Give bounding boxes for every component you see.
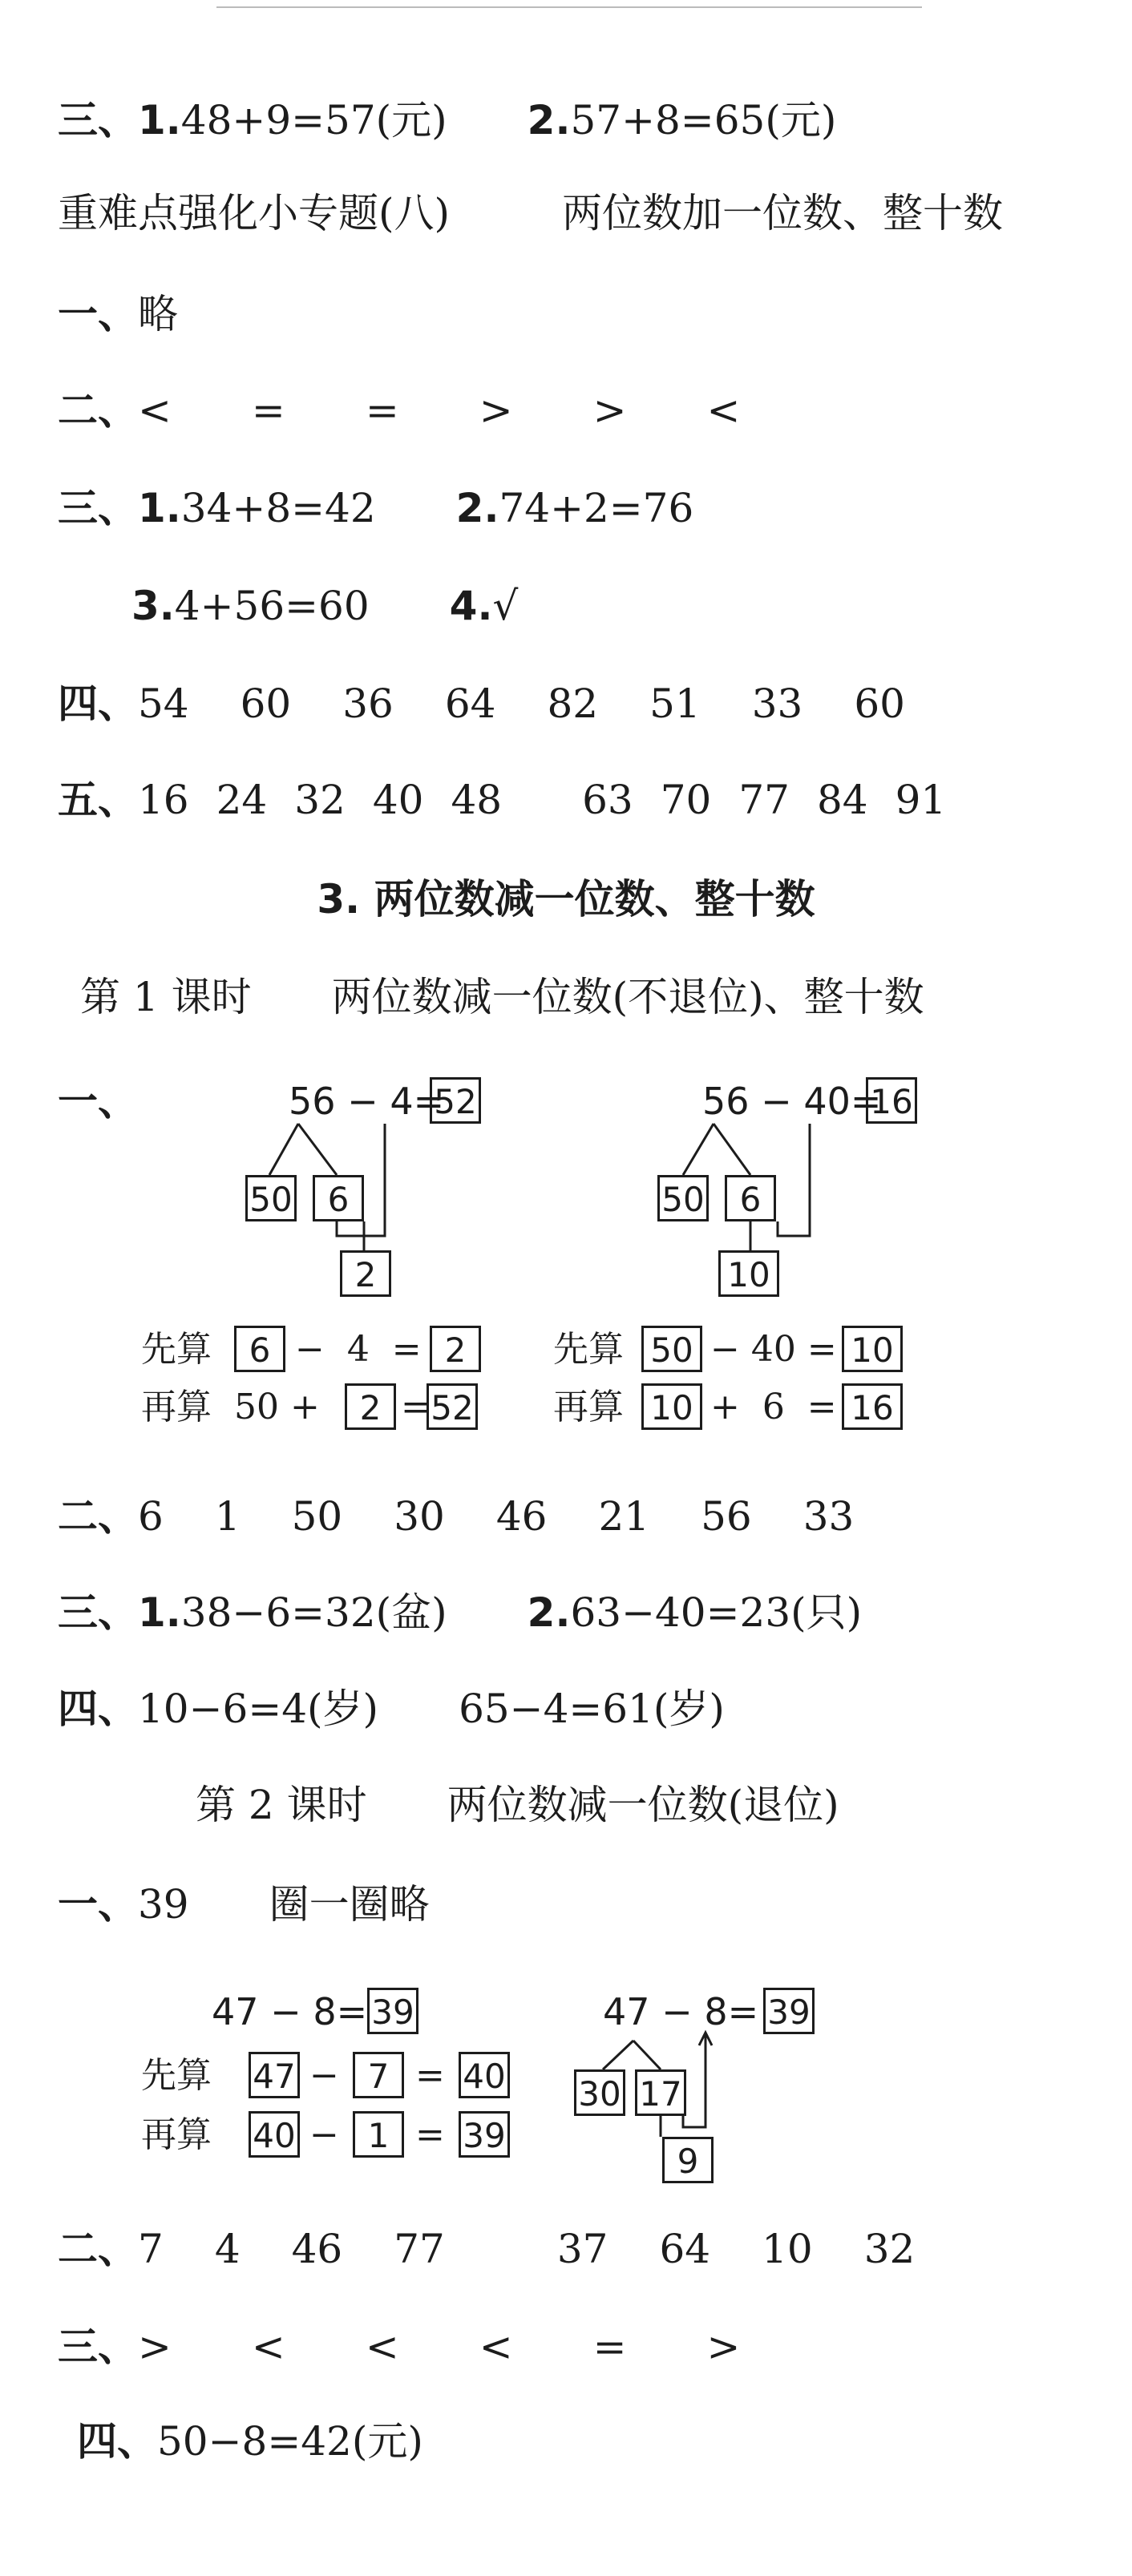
l2-left-step2-b: 1 bbox=[353, 2111, 404, 2158]
lesson2-q3: 三、> < < < = > bbox=[58, 2324, 741, 2370]
lesson2-title: 第 2 课时 两位数减一位数(退位) bbox=[196, 1782, 839, 1828]
l2-left-step2-op: − bbox=[309, 2114, 339, 2155]
q-prefix: 三、 bbox=[58, 97, 138, 143]
l2-right-part: 9 bbox=[662, 2137, 714, 2183]
lesson1-q3: 三、1.38−6=32(盆) 2.63−40=23(只) bbox=[58, 1589, 863, 1636]
l2-right-split-b: 17 bbox=[635, 2069, 686, 2116]
l1-right-step1-a: 50 bbox=[641, 1326, 702, 1372]
l1-left-step2-eq: = bbox=[401, 1387, 431, 1427]
l1-right-part: 10 bbox=[718, 1250, 779, 1297]
l1-left-step2-label: 再算 bbox=[141, 1387, 212, 1427]
lesson1-title: 第 1 课时 两位数减一位数(不退位)、整十数 bbox=[80, 974, 924, 1020]
l1-left-step1-label: 先算 bbox=[141, 1329, 212, 1370]
l1-left-split-b: 6 bbox=[313, 1175, 364, 1221]
l1-right-expr: 56 − 40= bbox=[702, 1080, 882, 1123]
l1-right-step2-a: 10 bbox=[641, 1383, 702, 1430]
special-topic-title: 重难点强化小专题(八) 两位数加一位数、整十数 bbox=[58, 190, 1004, 236]
l1-left-step1-a: 6 bbox=[234, 1326, 285, 1372]
l2-left-step2-a: 40 bbox=[249, 2111, 300, 2158]
l2-left-step1-a: 47 bbox=[249, 2052, 300, 2098]
l2-left-expr: 47 − 8= bbox=[212, 1990, 368, 2033]
lesson2-q4: 四、50−8=42(元) bbox=[77, 2418, 423, 2465]
l2-left-step2-r: 39 bbox=[459, 2111, 510, 2158]
unit3-title: 3. 两位数减一位数、整十数 bbox=[317, 876, 815, 923]
l1-left-step1-op: − 4 = bbox=[295, 1329, 422, 1370]
l1-right-step2-r: 16 bbox=[842, 1383, 903, 1430]
lesson1-q2: 二、6 1 50 30 46 21 56 33 bbox=[58, 1493, 855, 1540]
l1-right-arrow-line bbox=[778, 1124, 810, 1236]
lesson2-q2: 二、7 4 46 77 37 64 10 32 bbox=[58, 2226, 916, 2272]
l2-right-expr: 47 − 8= bbox=[603, 1990, 759, 2033]
l1-left-step2-a: 50 + bbox=[234, 1387, 320, 1427]
l1-right-step1-label: 先算 bbox=[553, 1329, 624, 1370]
l2-right-split-lines bbox=[603, 2041, 661, 2069]
l1-right-step2-op: + 6 = bbox=[710, 1387, 837, 1427]
special-q3-row1: 三、1.34+8=42 2.74+2=76 bbox=[58, 485, 694, 531]
l1-left-split-a: 50 bbox=[245, 1175, 297, 1221]
l1-right-step1-r: 10 bbox=[842, 1326, 903, 1372]
special-q4: 四、54 60 36 64 82 51 33 60 bbox=[58, 680, 905, 727]
lesson2-q1: 一、39 圈一圈略 bbox=[58, 1881, 430, 1928]
l2-left-step1-eq: = bbox=[415, 2055, 445, 2096]
l1-left-step2-r: 52 bbox=[427, 1383, 478, 1430]
l2-left-step2-label: 再算 bbox=[141, 2114, 212, 2155]
l1-left-part: 2 bbox=[340, 1250, 391, 1297]
l1-right-split-lines bbox=[683, 1124, 750, 1175]
l1-right-split-b: 6 bbox=[725, 1175, 776, 1221]
special-q1: 一、略 bbox=[58, 291, 178, 337]
l1-right-step2-label: 再算 bbox=[553, 1387, 624, 1427]
l1-left-arrow-line bbox=[337, 1124, 385, 1236]
l2-left-answer-box: 39 bbox=[367, 1988, 418, 2034]
l1-left-expr: 56 − 4= bbox=[289, 1080, 445, 1123]
l1-right-split-a: 50 bbox=[657, 1175, 709, 1221]
l1-left-split-lines bbox=[269, 1124, 337, 1175]
l2-right-split-a: 30 bbox=[574, 2069, 625, 2116]
l2-left-step1-label: 先算 bbox=[141, 2055, 212, 2096]
l1-left-answer-box: 52 bbox=[430, 1077, 481, 1124]
l2-right-answer-box: 39 bbox=[763, 1988, 815, 2034]
l2-left-step1-op: − bbox=[309, 2055, 339, 2096]
l1-left-step1-r: 2 bbox=[430, 1326, 481, 1372]
l2-right-arrow-line bbox=[683, 2033, 705, 2127]
special-q2: 二、< = = > > < bbox=[58, 387, 741, 434]
special-q3-row2: 3.4+56=60 4.√ bbox=[131, 583, 519, 629]
l1-right-answer-box: 16 bbox=[866, 1077, 917, 1124]
l1-left-step2-b: 2 bbox=[345, 1383, 396, 1430]
special-q5: 五、16 24 32 40 48 63 70 77 84 91 bbox=[58, 777, 947, 823]
lesson1-q4: 四、10−6=4(岁) 65−4=61(岁) bbox=[58, 1686, 725, 1732]
prev-answer-line: 三、1.48+9=57(元) 2.57+8=65(元) bbox=[58, 97, 837, 143]
lesson1-q1-prefix: 一、 bbox=[58, 1078, 138, 1124]
l1-right-step1-op: − 40 = bbox=[710, 1329, 837, 1370]
l2-left-step1-r: 40 bbox=[459, 2052, 510, 2098]
l2-left-step2-eq: = bbox=[415, 2114, 445, 2155]
l2-left-step1-b: 7 bbox=[353, 2052, 404, 2098]
